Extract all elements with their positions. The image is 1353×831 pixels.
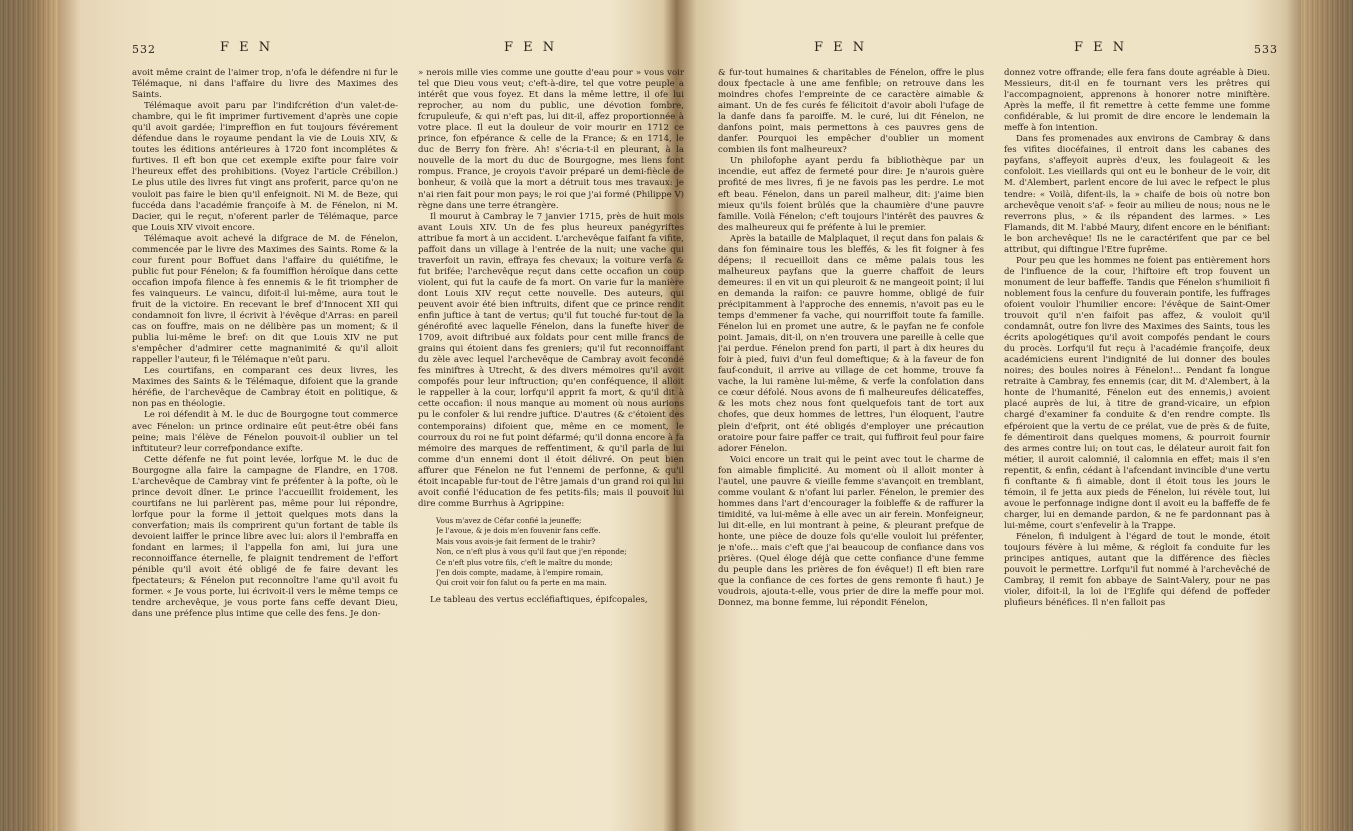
left-column-1 (132, 68, 398, 817)
left-page-number: 532 (132, 43, 156, 56)
paragraph: Le roi défendit à M. le duc de Bourgogne tout commerce avec Fénelon: un prince ordinaire eût peut-être obéi fans peine; mais l'élève de Fénelon pouvoit-il oublier un tel inftituteur? leur correfpondance exifte. (132, 410, 398, 454)
paragraph: Le tableau des vertus eccléfiaftiques, épifcopales, (430, 594, 648, 605)
paragraph: » nerois mille vies comme une goutte d'eau pour » vous voir tel que Dieu vous veut; c'eft-à-dire, tel que votre peuple a intérêt que vous foyez. Et dans la même lettre, il ofe lui reprocher, au nom du public, une dévotion fombre, fcrupuleufe, & qui n'eft pas, lui dit-il, affez proportionnée à votre place. Il eut la douleur de voir mourir en 1712 ce prince, fon efpérance & celle de la France; & en 1714, le duc de Berry fon frère. Ah! s'écria-t-il en pleurant, à la nouvelle de la mort du duc de Bourgogne, mes liens font rompus. France, je croyois t'avoir préparé un demi-fiècle de bonheur, & voilà que la mort a détruit tous mes travaux: je n'ai rien fait pour mon pays; le roi que j'ai formé (Philippe V) règne dans une terre étrangère. (418, 68, 684, 211)
page-edges-right (1301, 0, 1353, 831)
verse-line: Qui croit voir fon falut ou fa perte en ma main. (436, 578, 607, 588)
paragraph: Après la bataille de Malplaquet, il reçut dans fon palais & dans fon féminaire tous les bleffés, & les fit foigner à fes dépens; il recueilloit dans ce même palais tous les malheureux payfans que la guerre chaffoit de leurs demeures: il en vit un qui pleuroit & ne mangeoit point; il lui en demanda la raifon: ce pauvre homme, obligé de fuir précipitamment à l'approche des ennemis, n'avoit pas eu le temps d'emmener fa vache, qui nourriffoit toute fa famille. Fénelon lui en promet une autre, & le payfan ne fe confole point. Jamais, dit-il, on n'en trouvera une pareille à celle que j'ai perdue. Fénelon prend fon parti, il part à dix heures du foir à pied, fuivi d'un feul domeftique; & à la faveur de fon fauf-conduit, il arrive au village de cet homme, trouve fa vache, la lui ramène lui-même, & verfe la confolation dans ce cœur défolé. Nous avons de fi malheureufes délicateffes, & les mots chez nous font quelquefois tant de tort aux chofes, que deux hommes de lettres, l'un éloquent, l'autre plein d'efprit, ont été obligés d'employer une précaution oratoire pour faire paffer ce trait, qui fuffiroit feul pour faire adorer Fénelon. (718, 233, 984, 454)
paragraph: Dans fes promenades aux environs de Cambray & dans fes vifites diocéfaines, il entroit dans les cabanes des payfans, s'affeyoit auprès d'eux, les foulageoit & les confoloit. Les vieillards qui ont eu le bonheur de le voir, dit M. d'Alembert, parlent encore de lui avec le refpect le plus tendre: « Voilà, difent-ils, la » chaife de bois où notre bon archevêque venoit s'af- » feoir au milieu de nous; nous ne le reverrons plus, » & ils répandent des larmes. » Les Flamands, dit M. l'abbé Maury, difent encore en le bénifiant: le bon archevêque! Ils ne le caractérifent que par ce bel attribut, qui diftingue l'Etre fuprême. (1004, 134, 1270, 255)
paragraph: Cette défenfe ne fut point levée, lorfque M. le duc de Bourgogne alla faire la campagne de Flandre, en 1708. L'archevêque de Cambray vint fe préfenter à la pofte, où le prince devoit dîner. Le prince l'accueillit froidement, les courtifans ne lui parlèrent pas, même pour lui répondre, lorfque pour la forme il jettoit quelques mots dans la converfation; mais ils comprirent qu'un fortant de table ils devoient laiffer le prince libre avec lui: alors il l'embraffa en fondant en larmes; il l'appella fon ami, lui jura une reconnoiffance éternelle, fe plaignit tendrement de l'effort pénible qu'il avoit été obligé de fe faire devant les fpectateurs; & Fénelon put reconnoître l'ame qu'il avoit fu former. « Je vous porte, lui écrivoit-il vers le même temps ce tendre archevêque, je vous porte fans ceffe devant Dieu, dans une préfence plus intime que celle des fens. Je don- (132, 454, 398, 620)
right-column-2 (1004, 68, 1270, 817)
paragraph: Fénelon, fi indulgent à l'égard de tout le monde, étoit toujours févère à lui même, & régloit fa conduite fur les principes antiques, autant que la différence des fiècles pouvoit le permettre. Lorfqu'il fut nommé à l'archevêché de Cambray, il remit fon abbaye de Saint-Valery, pour ne pas violer, difoit-il, la loi de l'Eglife qui défend de poffeder plufieurs bénéfices. Il n'en falloit pas (1004, 531, 1270, 609)
paragraph: Pour peu que les hommes ne foient pas entièrement hors de l'influence de la cour, l'hiftoire eft trop fouvent un monument de leur baffeffe. Tandis que Fénelon s'humilioit fi noblement fous la cenfure du fouverain pontife, les fuffrages ofoient vouloir l'humilier encore: l'évêque de Saint-Omer trouvoit qu'il n'en faifoit pas affez, & vouloit qu'il condamnât, outre fon livre des Maximes des Saints, tous les écrits apologétiques qu'il avoit compofés pendant le cours du procès. Lorfqu'il fut reçu à l'académie françoife, deux académiciens eurent l'indignité de lui donner des boules noires; des boules noires à Fénelon!... Pendant fa longue retraite à Cambray, fes ennemis (car, dit M. d'Alembert, à la honte de l'humanité, Fénelon eut des ennemis,) avoient placé auprès de lui, à titre de grand-vicaire, un efpion chargé d'examiner fa conduite & d'en rendre compte. Ils efpéroient que la vertu de ce prélat, vue de près & de fuite, fe démentiroit dans quelques momens, & pourroit fournir des armes contre lui; on tout cas, le délateur auroit fait fon métier, il auroit calomnié, il calomnia en effet; mais il s'en repentit, & enfin, cédant à l'afcendant invincible d'une vertu fi conftante & fi aimable, dont il étoit tous les jours le témoin, il fe jetta aux pieds de Fénelon, lui révèle tout, lui avoue le perfonnage indigne dont il avoit eu la baffeffe de fe charger, lui en demande pardon, & ne fe pardonnant pas à lui-même, court s'enfevelir à la Trappe. (1004, 255, 1270, 531)
verse-line: Non, ce n'eft plus à vous qu'il faut que j'en réponde; (436, 547, 627, 557)
right-head-word-1: F E N (814, 40, 868, 55)
verse-line: Vous m'avez de Céfar confié la jeuneffe; (436, 515, 582, 525)
paragraph: Voici encore un trait qui le peint avec tout le charme de fon aimable fimplicité. Au moment où il alloit monter à l'autel, une pauvre & vieille femme s'avançoit en tremblant, comme voulant & n'ofant lui parler. Fénelon, le premier des hommes dans l'art d'encourager la foibleffe & de raffurer la timidité, va lui-même à elle avec un air ferein. Monfeigneur, lui dit-elle, en lui montrant à peine, & pleurant prefque de honte, une pièce de douze fols qu'elle vouloit lui préfenter, je n'ofe... mais c'eft que j'ai beaucoup de confiance dans vos prières. (Quel éloge déjà que cette confiance d'une femme du peuple dans les prières de fon évêque!) Il eft bien rare que la confiance de ces fortes de gens remonte fi haut.) Je voudrois, ajouta-t-elle, vous prier de dire la meffe pour moi. Donnez, ma bonne femme, lui répondit Fénelon, (718, 454, 984, 609)
page-edges-left (0, 0, 58, 831)
verse-quote (436, 516, 674, 589)
paragraph: Télémaque avoit achevé la difgrace de M. de Fénelon, commencée par le livre des Maximes des Saints. Rome & la cour furent pour Boffuet dans l'affaire du quiétifme, le public fut pour Fénelon; & fa foumiffion héroïque dans cette occafion impofa filence à fes ennemis & le fit triompher de fes vainqueurs. Le vaincu, difoit-il lui-même, aura tout le fruit de la victoire. En recevant le bref d'Innocent XII qui condamnoit fon livre, il écrivit à l'évêque d'Arras: en pareil cas on fouffre, mais on ne délibère pas un moment; & il publia lui-même le bref: on dit que Louis XIV ne put s'empêcher d'admirer cette magnanimité & qu'il alloit rappeller l'auteur, fi le Télémaque n'eût paru. (132, 233, 398, 366)
right-page-number: 533 (1254, 43, 1278, 56)
paragraph: Il mourut à Cambray le 7 janvier 1715, près de huit mois avant Louis XIV. Un de fes plus heureux panégyriftes attribue fa mort à un accident. L'archevêque faifant fa vifite, paffoit dans un village à l'entrée de la nuit; une vache qui traverfoit un ravin, effraya fes chevaux; la voiture verfa & fut brifée; l'archevêque reçut dans cette occafion un coup violent, qui fut la caufe de fa mort. On varie fur la manière dont Louis XIV reçut cette nouvelle. Des auteurs, qui peuvent avoir été bien inftruits, difent que ce prince rendit enfin juftice à tant de vertus; qu'il fut touché fur-tout de la générofité avec laquelle Fénelon, dans la funefte hiver de 1709, avoit diftribué aux foldats pour cent mille francs de grains qui étoient dans fes greniers; qu'il fut reconnoiffant du zèle avec lequel l'archevêque de Cambray avoit fecondé fes miniftres à Utrecht, & des divers mémoires qu'il avoit compofés pour leur inftruction; qu'en conféquence, il alloit le rappeller à la cour, lorfqu'il apprit fa mort, & qu'il dit à cette occafion: il nous manque au moment où nous aurions pu le confoler & lui rendre juftice. D'autres (& c'étoient des contemporains) difoient que, même en ce moment, le courroux du roi ne fut point défarmé; qu'il donna encore à fa mémoire des marques de reffentiment, & qu'il parla de lui comme d'un ennemi dont il étoit délivré. On peut bien affurer que Fénelon ne fut l'ennemi de perfonne, & qu'il étoit incapable fur-tout de l'être jamais d'un grand roi qui lui avoit confié l'éducation de fes petits-fils; mais il pouvoit lui dire comme Burrhus à Agrippine: (418, 211, 684, 509)
right-running-header (718, 42, 1278, 62)
paragraph: donnez votre offrande; elle fera fans doute agréable à Dieu. Messieurs, dit-il en fe tournant vers les prêtres qui l'accompagnoient, apprenons à honorer notre miniftère. Après la meffe, il fit remettre à cette femme une fomme confidérable, & lui promit de dire encore le lendemain la meffe à fon intention. (1004, 68, 1270, 134)
right-column-1 (718, 68, 984, 817)
paragraph: & fur-tout humaines & charitables de Fénelon, offre le plus doux fpectacle à une ame fenfible; on retrouve dans les moindres chofes l'empreinte de ce caractère aimable & aimant. Un de fes curés fe félicitoit d'avoir aboli l'ufage de la danfe dans fa paroiffe. M. le curé, lui dit Fénelon, ne danfons point, mais permettons à ces pauvres gens de danfer. Pourquoi les empêcher d'oublier un moment combien ils font malheureux? (718, 68, 984, 156)
left-column-2 (418, 68, 684, 817)
paragraph: avoit même craint de l'aimer trop, n'ofa le défendre ni fur le Télémaque, ni dans l'affaire du livre des Maximes des Saints. (132, 68, 398, 101)
right-page (718, 40, 1278, 817)
right-head-word-2: F E N (1074, 40, 1128, 55)
left-head-word-2: F E N (504, 40, 558, 55)
verse-line: Mais vous avois-je fait ferment de le trahir? (436, 536, 596, 546)
paragraph: Télémaque avoit paru par l'indifcrétion d'un valet-de-chambre, qui le fit imprimer furtivement d'après une copie qu'il avoit gardée; l'impreffion en fut toujours févérement défendue dans le royaume pendant la vie de Louis XIV, & toutes les éditions antérieures à 1720 font incomplétes & furtives. Il eft bon que cet exemple exifte pour faire voir l'heureux effet des prohibitions. (Voyez l'article Crébillon.) Le plus utile des livres fut vingt ans proferit, parce qu'on ne vouloit pas faire le bien qu'il enfeignoit. Ni M. de Beze, qui fuccéda dans l'académie françoife à M. de Fénelon, ni M. Dacier, qui le reçut, n'oferent parler de Télémaque, parce que Louis XIV vivoit encore. (132, 101, 398, 233)
paragraph: Un philofophe ayant perdu fa bibliothèque par un incendie, eut affez de fermeté pour dire: Je n'aurois guère profité de mes livres, fi je ne favois pas les perdre. Le mot eft beau. Fénelon, dans un pareil malheur, dit: j'aime bien mieux qu'ils foient brûlés que la chaumière d'une pauvre famille. Voilà Fénelon; c'eft toujours l'intérêt des pauvres & des malheureux qui fe préfente à lui le premier. (718, 156, 984, 233)
paragraph: Les courtifans, en comparant ces deux livres, les Maximes des Saints & le Télémaque, difoient que la grande héréfie, de l'archevêque de Cambray étoit en politique, & non pas en théologie. (132, 366, 398, 410)
verse-line: Je l'avoue, & je dois m'en fouvenir fans ceffe. (436, 526, 601, 536)
left-page (132, 40, 692, 817)
left-head-word-1: F E N (220, 40, 274, 55)
verse-line: J'en dois compte, madame, à l'empire romain, (436, 567, 604, 577)
left-running-header (132, 42, 692, 62)
verse-line: Ce n'eft plus votre fils, c'eft le maître du monde; (436, 557, 613, 567)
